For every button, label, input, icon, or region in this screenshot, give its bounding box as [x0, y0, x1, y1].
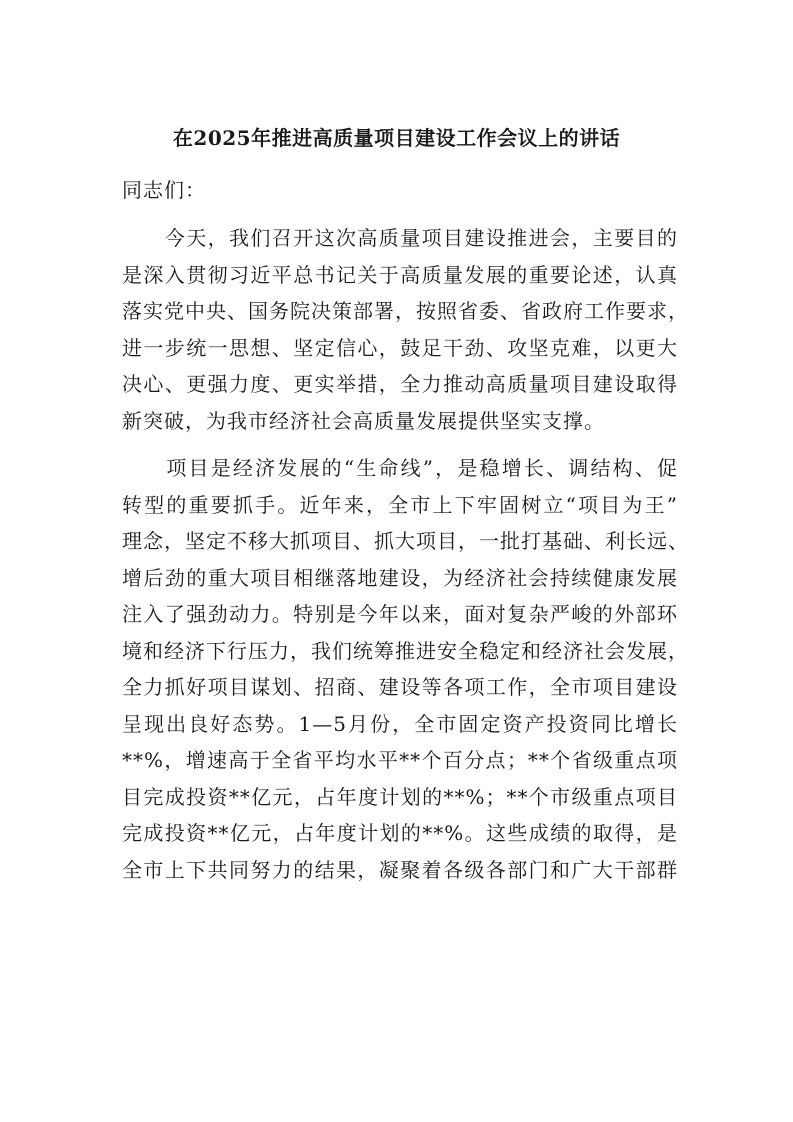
paragraph-line: 决心、更强力度、更实举措，全力推动高质量项目建设取得 — [122, 372, 678, 396]
paragraph-line: 注入了强劲动力。特别是今年以来，面对复杂严峻的外部环 — [122, 602, 678, 626]
paragraph-line: 新突破，为我市经济社会高质量发展提供坚实支撑。 — [122, 408, 605, 433]
document-title: 在2025年推进高质量项目建设工作会议上的讲话 — [172, 126, 621, 150]
paragraph-line: 增后劲的重大项目相继落地建设，为经济社会持续健康发展 — [122, 565, 678, 590]
paragraph-line: 目完成投资**亿元，占年度计划的**%；**个市级重点项目 — [122, 784, 678, 809]
paragraph-line: 境和经济下行压力，我们统筹推进安全稳定和经济社会发展， — [122, 638, 689, 663]
paragraph-line: 全市上下共同努力的结果，凝聚着各级各部门和广大干部群 — [122, 857, 678, 882]
paragraph-line: 是深入贯彻习近平总书记关于高质量发展的重要论述，认真 — [122, 262, 678, 287]
paragraph-line: 呈现出良好态势。1—5月份，全市固定资产投资同比增长 — [122, 711, 678, 736]
paragraph-line: 理念，坚定不移大抓项目、抓大项目，一批打基础、利长远、 — [122, 529, 689, 553]
paragraph-line: 今天，我们召开这次高质量项目建设推进会，主要目的 — [122, 226, 678, 250]
paragraph-line: 进一步统一思想、坚定信心，鼓足干劲、攻坚克难，以更大 — [122, 335, 678, 360]
paragraph-1 — [122, 220, 689, 439]
salutation: 同志们： — [122, 178, 206, 202]
paragraph-line: 落实党中央、国务院决策部署，按照省委、省政府工作要求， — [122, 299, 689, 323]
paragraph-line: 项目是经济发展的“生命线”，是稳增长、调结构、促 — [122, 456, 678, 480]
paragraph-line: 完成投资**亿元，占年度计划的**%。这些成绩的取得，是 — [122, 821, 678, 845]
paragraph-line: **%，增速高于全省平均水平**个百分点；**个省级重点项 — [122, 748, 678, 772]
paragraph-line: 转型的重要抓手。近年来，全市上下牢固树立“项目为王” — [122, 492, 678, 517]
document-body — [122, 172, 689, 899]
paragraph-line: 全力抓好项目谋划、招商、建设等各项工作，全市项目建设 — [122, 675, 678, 699]
paragraph-2 — [122, 450, 689, 888]
